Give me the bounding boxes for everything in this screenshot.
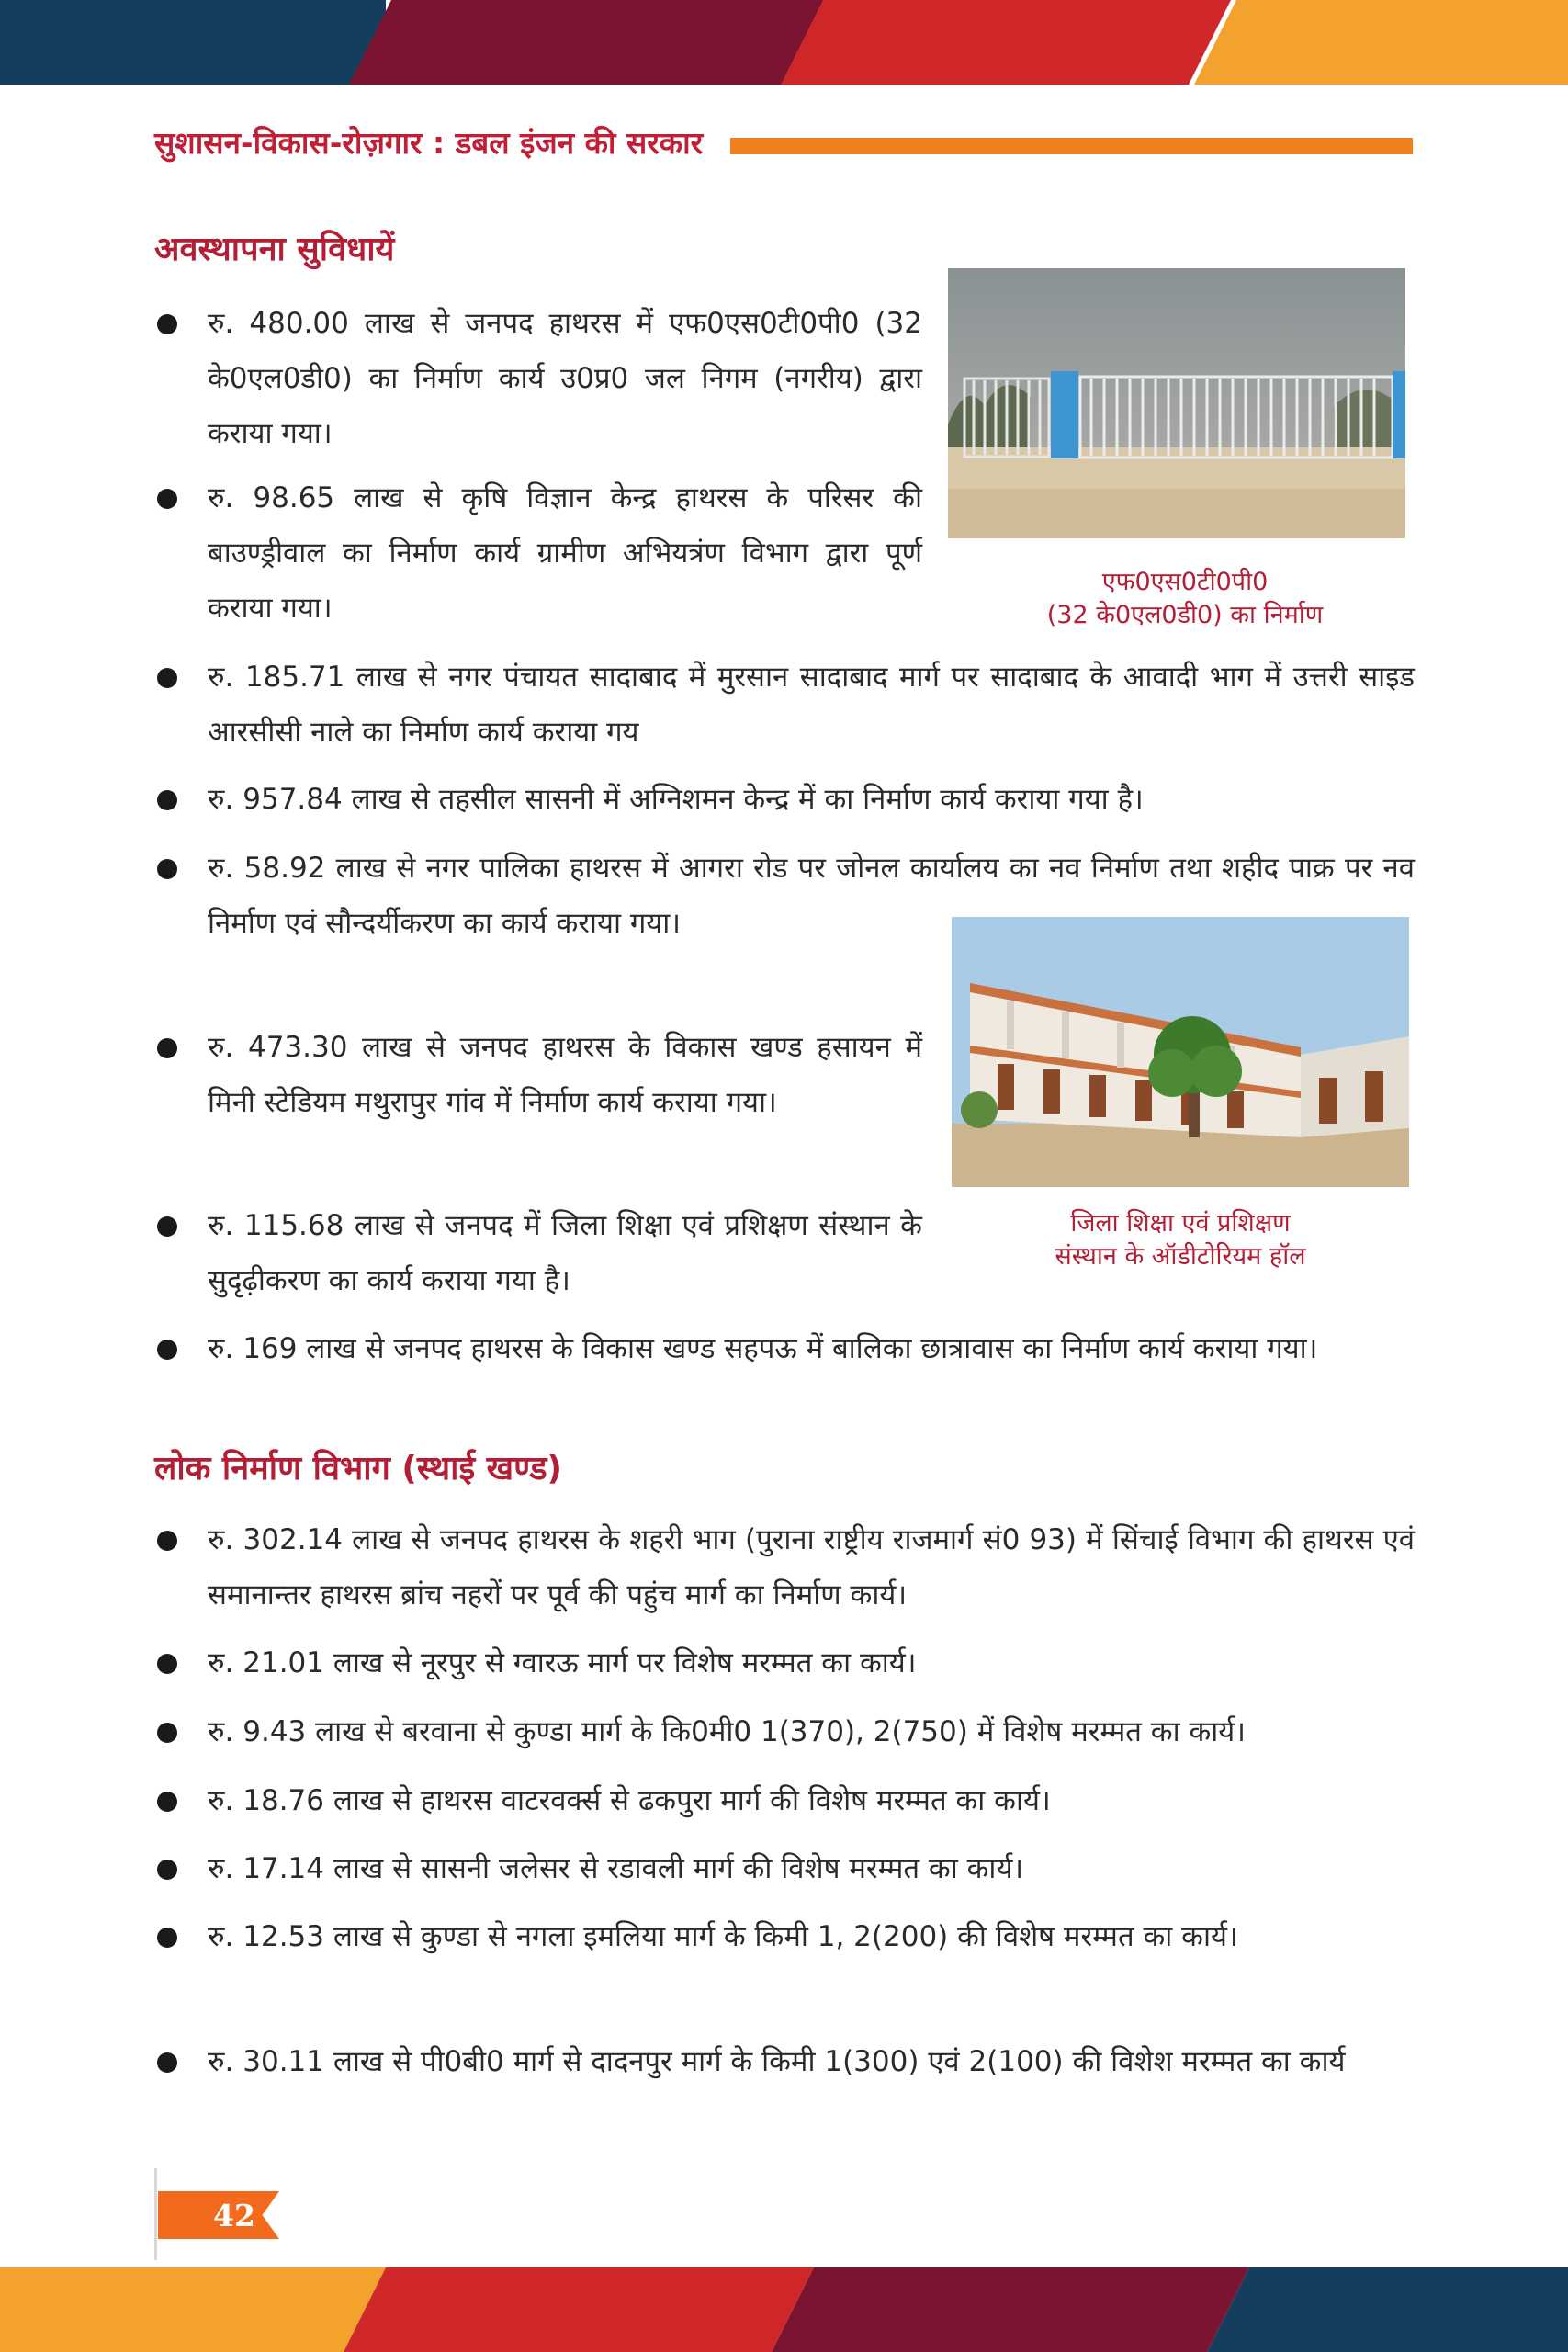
bullet-icon <box>157 1928 177 1948</box>
header-rule <box>730 138 1413 154</box>
fstp-illustration <box>948 268 1405 538</box>
diet-photo-caption: जिला शिक्षा एवं प्रशिक्षण संस्थान के ऑडीटोरियम हॉल <box>1055 1209 1306 1271</box>
bullet-icon <box>157 1038 177 1058</box>
page-number-edge <box>154 2168 157 2260</box>
section-title-pwd: लोक निर्माण विभाग (स्थाई खण्ड) <box>154 1450 562 1487</box>
list-item: रु. 58.92 लाख से नगर पालिका हाथरस में आगरा रोड पर जोनल कार्यालय का नव निर्माण तथा शहीद पाक्र पर नव निर्माण एवं सौन्दर्यीकरण का कार्य कराया गया। <box>154 841 1415 1006</box>
bullet-icon <box>157 2052 177 2073</box>
bullet-icon <box>157 668 177 688</box>
fstp-photo <box>948 268 1405 538</box>
top-color-band <box>0 0 1568 85</box>
page-number: 42 <box>213 2198 255 2233</box>
bullet-icon <box>157 1792 177 1812</box>
bullet-icon <box>157 489 177 509</box>
bullet-icon <box>157 314 177 334</box>
bullet-icon <box>157 1216 177 1237</box>
bullet-icon <box>157 1531 177 1551</box>
bullet-icon <box>157 790 177 810</box>
bullet-icon <box>157 1723 177 1743</box>
section-title-infrastructure: अवस्थापना सुविधायें <box>154 231 395 268</box>
bullet-icon <box>157 1860 177 1880</box>
gate-pillar <box>1051 371 1078 458</box>
bullet-icon <box>157 859 177 879</box>
bullet-icon <box>157 1340 177 1360</box>
auditorium-illustration <box>952 917 1409 1187</box>
bullet-icon <box>157 1654 177 1674</box>
page-header-title: सुशासन-विकास-रोज़गार : डबल इंजन की सरकार <box>154 125 704 161</box>
fstp-photo-caption: एफ0एस0टी0पी0 (32 के0एल0डी0) का निर्माण <box>1046 568 1324 629</box>
bottom-color-band <box>0 2267 1568 2352</box>
diet-auditorium-photo <box>952 917 1409 1187</box>
